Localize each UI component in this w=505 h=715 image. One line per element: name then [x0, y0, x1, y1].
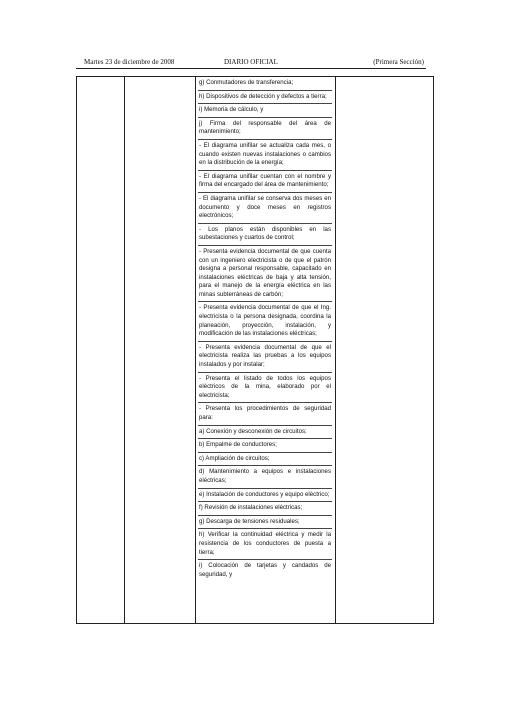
- criteria-item: c) Ampliación de circuitos;: [198, 453, 332, 467]
- criteria-item: - Presenta el listado de todos los equipos eléctricos de la mina, elaborado por el electricista;: [198, 373, 332, 404]
- criteria-item: h) Dispositivos de detección y defectos a tierra;: [198, 91, 332, 105]
- criteria-item: e) Instalación de conductores y equipo eléctrico;: [198, 489, 332, 503]
- column-divider: [124, 77, 125, 623]
- criteria-item: - Presenta los procedimientos de seguridad para:: [198, 403, 332, 425]
- criteria-item: - El diagrama unifilar se actualiza cada mes, o cuando existen nuevas instalaciones o cambios en la distribución de la energía;: [198, 140, 332, 171]
- criteria-column: [198, 77, 332, 581]
- criteria-item: j) Firma del responsable del área de mantenimiento;: [198, 118, 332, 140]
- criteria-item: - Presenta evidencia documental de que el electricista realiza las pruebas a los equipos instalados y por instalar;: [198, 342, 332, 373]
- header-publication: DIARIO OFICIAL: [224, 58, 278, 66]
- column-divider: [335, 77, 336, 623]
- criteria-item: a) Conexión y desconexión de circuitos;: [198, 426, 332, 440]
- criteria-item: - El diagrama unifilar se conserva dos meses en documento y doce meses en registros electrónicos;: [198, 193, 332, 224]
- criteria-item: - Presenta evidencia documental de que el Ing. electricista o la persona designada, coordina la planeación, proyección, instalación, y modificación de las instalaciones eléctricas;: [198, 302, 332, 341]
- header-section: (Primera Sección): [373, 58, 424, 66]
- criteria-item: g) Conmutadores de transferencia;: [198, 77, 332, 91]
- criteria-item: g) Descarga de tensiones residuales;: [198, 516, 332, 530]
- criteria-item: f) Revisión de instalaciones eléctricas;: [198, 502, 332, 516]
- criteria-item: d) Mantenimiento a equipos e instalaciones eléctricas;: [198, 466, 332, 488]
- criteria-item: - Los planos están disponibles en las subestaciones y cuartos de control;: [198, 224, 332, 246]
- requirements-table: [76, 76, 434, 624]
- criteria-item: i) Memoria de cálculo, y: [198, 104, 332, 118]
- header-date: Martes 23 de diciembre de 2008: [84, 58, 175, 66]
- header-rule: [76, 68, 426, 69]
- criteria-item: b) Empalme de conductores;: [198, 439, 332, 453]
- criteria-item: - El diagrama unifilar cuentan con el nombre y firma del encargado del área de mantenimiento;: [198, 171, 332, 193]
- criteria-item: i) Colocación de tarjetas y candados de seguridad, y: [199, 562, 331, 578]
- criteria-item: - Presenta evidencia documental de que cuenta con un ingeniero electricista o de que el patrón designa a personal responsable, capacitado en instalaciones eléctricas de baja y alta tensión, para el manejo de la energía eléctrica en las minas subterráneas de carbón;: [198, 246, 332, 303]
- criteria-item: h) Verificar la continuidad eléctrica y medir la resistencia de los conductores de puesta a tierra;: [198, 529, 332, 560]
- column-divider: [195, 77, 196, 623]
